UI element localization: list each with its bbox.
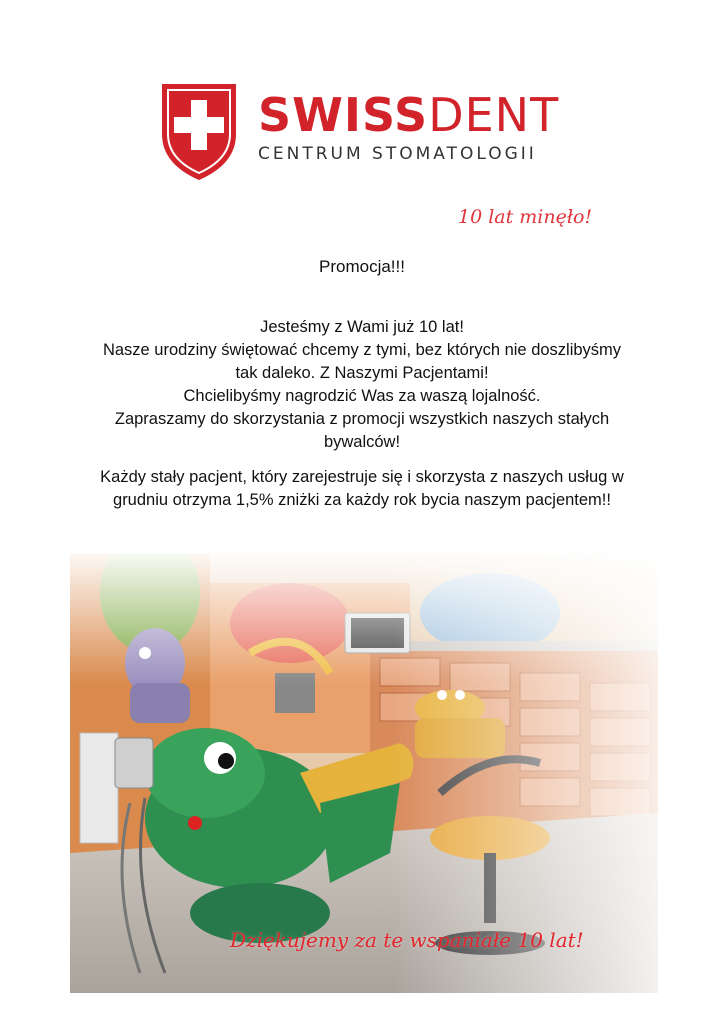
brand-name: [258, 88, 559, 142]
swissdent-logo: [160, 82, 560, 182]
body-text: [70, 316, 654, 524]
text-line: Jesteśmy z Wami już 10 lat!: [260, 318, 464, 336]
brand-light: DENT: [428, 88, 560, 142]
text-line: Chcielibyśmy nagrodzić Was za waszą lojalność.: [183, 387, 541, 405]
text-line: Nasze urodziny świętować chcemy z tymi, bez których nie doszlibyśmy: [102, 341, 622, 359]
text-line: Każdy stały pacjent, który zarejestruje się i skorzysta z naszych usług w: [100, 468, 624, 486]
text-line: Zapraszamy do skorzystania z promocji wszystkich naszych stałych: [114, 410, 610, 428]
dental-office-illustration: [70, 553, 658, 993]
paragraph-anniversary: [70, 316, 654, 454]
text-line: bywalców!: [323, 433, 401, 451]
swiss-shield-icon: [160, 82, 238, 182]
brand-subtitle: CENTRUM STOMATOLOGII: [258, 144, 537, 164]
promo-title: Promocja!!!: [319, 257, 405, 276]
thanks-caption: Dziękujemy za te wspaniałe 10 lat!: [230, 928, 584, 952]
paragraph-offer: [70, 466, 654, 512]
tagline: 10 lat minęło!: [458, 206, 593, 228]
dental-office-photo: [70, 553, 658, 993]
brand-bold: SWISS: [258, 88, 429, 142]
text-line: grudniu otrzyma 1,5% zniżki za każdy rok bycia naszym pacjentem!!: [113, 491, 611, 509]
text-line: tak daleko. Z Naszymi Pacjentami!: [235, 364, 489, 382]
